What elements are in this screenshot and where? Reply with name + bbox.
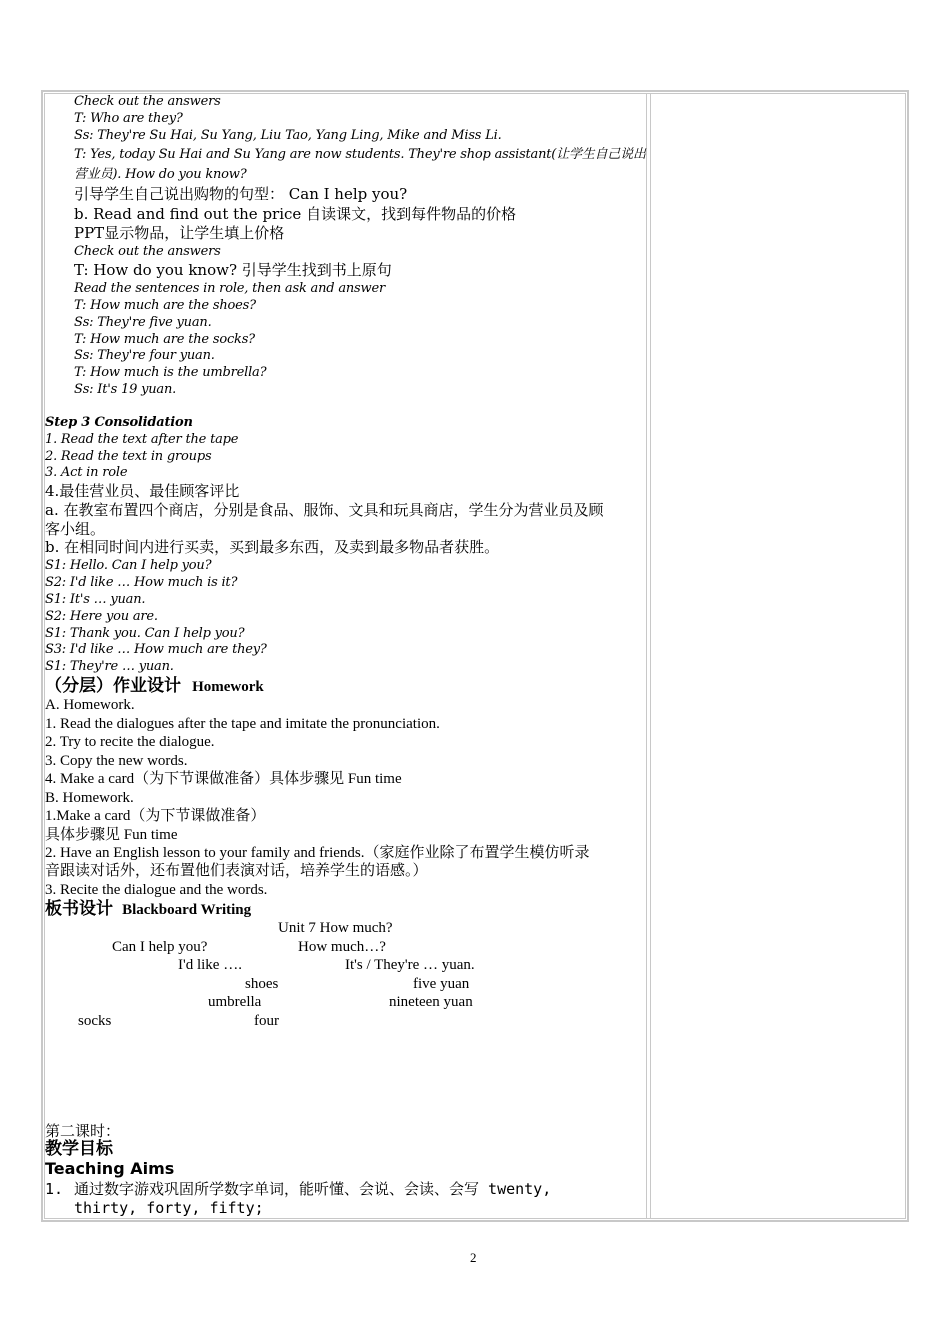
step3-line: S2: I'd like … How much is it?	[45, 575, 238, 590]
step3-line: S1: It's … yuan.	[45, 592, 146, 607]
blackboard-heading-en: Blackboard Writing	[122, 902, 252, 918]
step3-line: S2: Here you are.	[45, 609, 158, 624]
step3-line: S1: Thank you. Can I help you?	[45, 626, 245, 641]
step3-line: 3. Act in role	[45, 465, 128, 480]
step3-line: 1. Read the text after the tape	[45, 432, 239, 447]
step2-line: Read the sentences in role, then ask and answer	[74, 281, 385, 296]
step2-line: T: How much is the umbrella?	[74, 365, 267, 380]
step2-line: 引导学生自己说出购物的句型： Can I help you?	[74, 185, 408, 203]
blackboard-heading	[45, 901, 251, 918]
page-number: 2	[470, 1250, 477, 1265]
homework-line: 1. Read the dialogues after the tape and imitate the pronunciation.	[45, 716, 440, 732]
homework-heading-cn: （分层）作业设计	[45, 676, 181, 696]
step2-line: T: How do you know? 引导学生找到书上原句	[74, 261, 392, 279]
step2-line: PPT显示物品，让学生填上价格	[74, 224, 285, 242]
step2-line: T: Yes, today Su Hai and Su Yang are now students. They're shop assistant(让学生自己说出	[74, 147, 646, 162]
homework-line: A. Homework.	[45, 697, 135, 713]
step2-line: T: Who are they?	[74, 111, 183, 126]
step3-line: 2. Read the text in groups	[45, 449, 212, 464]
step3-line: S1: They're … yuan.	[45, 659, 174, 674]
homework-heading-en: Homework	[192, 679, 264, 695]
step2-line: Ss: They're four yuan.	[74, 348, 215, 363]
step2-line: Ss: They're Su Hai, Su Yang, Liu Tao, Yang Ling, Mike and Miss Li.	[74, 128, 502, 143]
step3-line: 4.最佳营业员、最佳顾客评比	[45, 482, 240, 500]
homework-line: 音跟读对话外，还布置他们表演对话，培养学生的语感。）	[45, 863, 428, 879]
step2-line: b. Read and find out the price 自读课文，找到每件物品的价格	[74, 205, 517, 223]
step2-line: 营业员). How do you know?	[74, 167, 247, 182]
teaching-aims-heading-cn: 教学目标	[45, 1139, 113, 1159]
step2-line: Ss: It's 19 yuan.	[74, 382, 177, 397]
step2-line: T: How much are the socks?	[74, 332, 255, 347]
homework-line: B. Homework.	[45, 790, 134, 806]
blackboard-phrase: It's / They're … yuan.	[345, 957, 475, 973]
step3-line: 客小组。	[45, 520, 106, 538]
step3-line: S1: Hello. Can I help you?	[45, 558, 212, 573]
aim-text: thirty, forty, fifty;	[74, 1199, 264, 1217]
step2-line: Check out the answers	[74, 94, 221, 109]
step2-line: T: How much are the shoes?	[74, 298, 256, 313]
teaching-aims-heading-en: Teaching Aims	[45, 1159, 175, 1178]
blackboard-word: nineteen yuan	[389, 994, 473, 1010]
aim-text: 通过数字游戏巩固所学数字单词，能听懂、会说、会读、会写 twenty,	[74, 1180, 552, 1198]
column-divider	[650, 93, 651, 1219]
blackboard-word: umbrella	[208, 994, 262, 1010]
blackboard-phrase: How much…?	[298, 939, 386, 955]
homework-line: 具体步骤见 Fun time	[45, 827, 178, 843]
blackboard-word: four	[254, 1013, 279, 1029]
lesson2-label: 第二课时：	[45, 1122, 121, 1140]
blackboard-heading-cn: 板书设计	[45, 899, 113, 919]
column-divider	[646, 93, 647, 1219]
homework-heading	[45, 678, 264, 695]
blackboard-phrase: I'd like ….	[178, 957, 242, 973]
blackboard-word: five yuan	[413, 976, 470, 992]
blackboard-title: Unit 7 How much?	[278, 920, 393, 936]
step3-line: a. 在教室布置四个商店，分别是食品、服饰、文具和玩具商店，学生分为营业员及顾	[45, 501, 604, 519]
aim-number: 1.	[45, 1180, 64, 1198]
homework-line: 3. Recite the dialogue and the words.	[45, 882, 268, 898]
homework-line: 2. Have an English lesson to your family and friends.（家庭作业除了布置学生模仿听录	[45, 845, 590, 861]
blackboard-word: shoes	[245, 976, 279, 992]
homework-line: 4. Make a card（为下节课做准备）具体步骤见 Fun time	[45, 771, 402, 787]
blackboard-word: socks	[78, 1013, 112, 1029]
step2-line: Ss: They're five yuan.	[74, 315, 212, 330]
step3-line: b. 在相同时间内进行买卖，买到最多东西，及卖到最多物品者获胜。	[45, 538, 500, 556]
homework-line: 3. Copy the new words.	[45, 753, 188, 769]
homework-line: 2. Try to recite the dialogue.	[45, 734, 215, 750]
homework-line: 1.Make a card（为下节课做准备）	[45, 808, 266, 824]
step3-line: S3: I'd like … How much are they?	[45, 642, 267, 657]
step3-title: Step 3 Consolidation	[45, 415, 193, 430]
blackboard-phrase: Can I help you?	[112, 939, 208, 955]
step2-line: Check out the answers	[74, 244, 221, 259]
